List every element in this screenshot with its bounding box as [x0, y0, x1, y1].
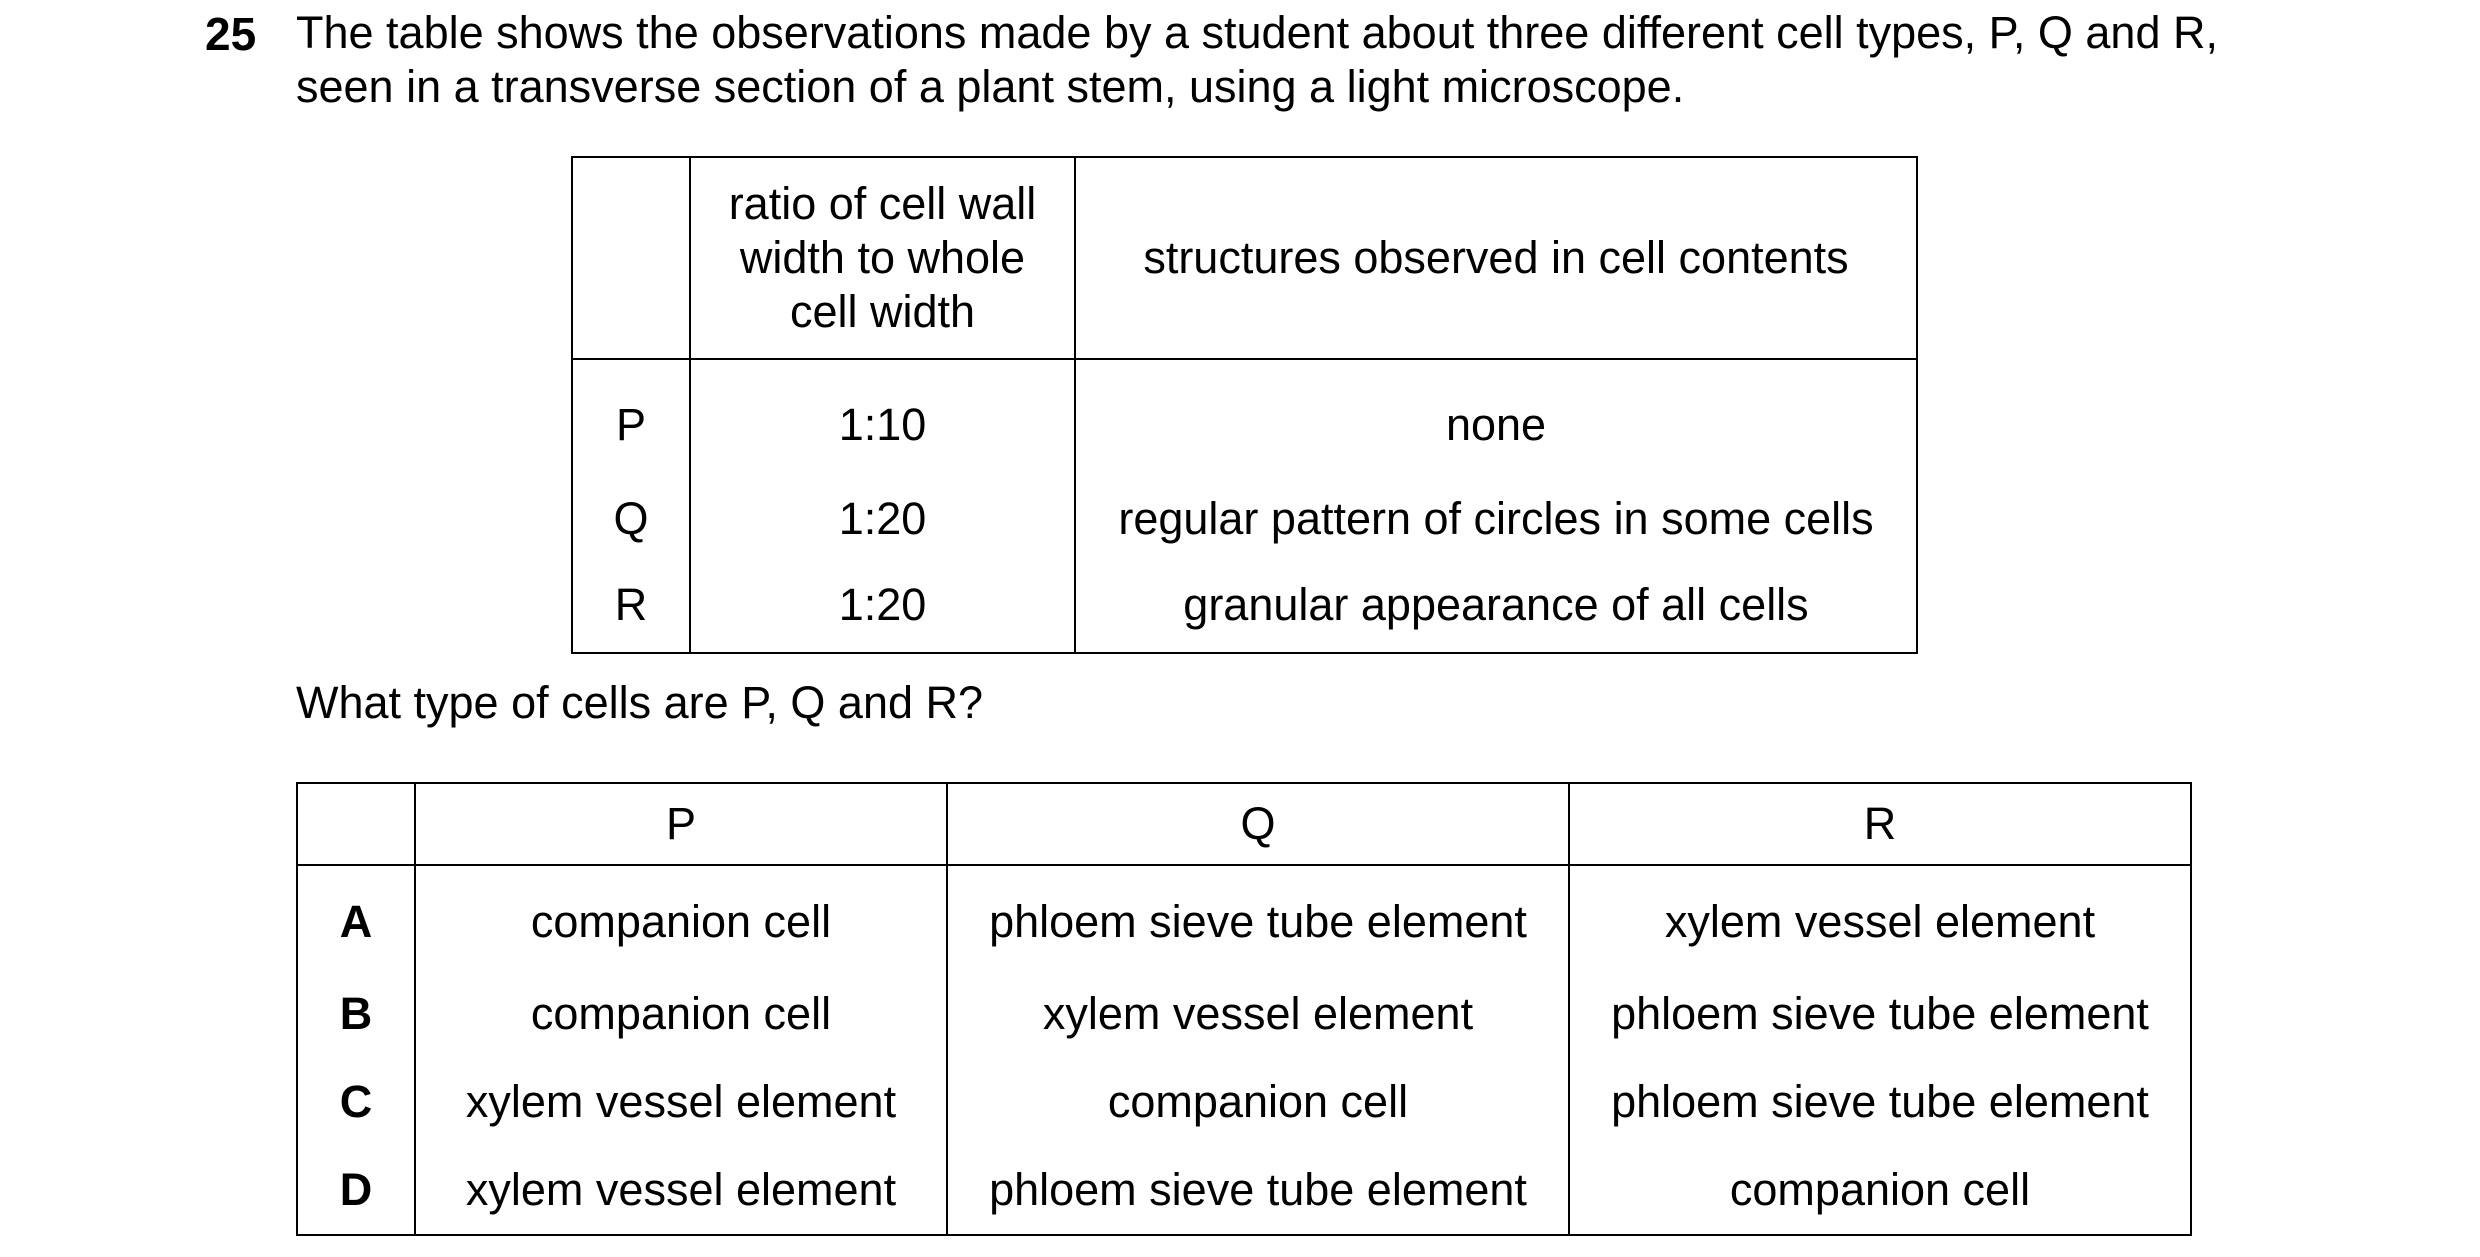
observations-header-row: [572, 157, 1917, 359]
option-key[interactable]: D: [297, 1146, 415, 1235]
observations-header-structures: structures observed in cell contents: [1075, 157, 1917, 359]
ratio-value: 1:20: [690, 562, 1075, 653]
cell-type-label: P: [572, 359, 690, 476]
option-q-cell: xylem vessel element: [947, 970, 1569, 1058]
options-header-blank: [297, 783, 415, 865]
observations-table: [571, 156, 1918, 654]
option-row-b[interactable]: [297, 970, 2191, 1058]
option-p-cell: companion cell: [415, 865, 947, 970]
structures-value: none: [1445, 399, 1547, 450]
option-row-d[interactable]: [297, 1146, 2191, 1235]
observations-header-ratio: [690, 157, 1075, 359]
options-header-row: [297, 783, 2191, 865]
option-p-cell: companion cell: [415, 970, 947, 1058]
option-p-cell: xylem vessel element: [415, 1146, 947, 1235]
option-q-cell: companion cell: [947, 1058, 1569, 1146]
question-prompt: What type of cells are P, Q and R?: [296, 677, 984, 728]
cell-type-label: Q: [572, 476, 690, 562]
option-row-c[interactable]: [297, 1058, 2191, 1146]
options-header-p: P: [415, 783, 947, 865]
ratio-header-line-1: ratio of cell wall: [728, 178, 1037, 229]
ratio-value: 1:20: [690, 476, 1075, 562]
question-text-line-2: seen in a transverse section of a plant stem, using a light microscope.: [296, 61, 1685, 112]
options-header-r: R: [1569, 783, 2191, 865]
observations-row-q: [572, 476, 1917, 562]
structures-value: regular pattern of circles in some cells: [1118, 493, 1874, 544]
option-r-cell: phloem sieve tube element: [1611, 1076, 2149, 1127]
structures-value: granular appearance of all cells: [1183, 579, 1809, 630]
option-q-cell: phloem sieve tube element: [947, 865, 1569, 970]
question-text-line-1: The table shows the observations made by a student about three different cell types, P, Q and R,: [296, 7, 2218, 58]
option-r-cell: companion cell: [1729, 1164, 2031, 1215]
option-q-cell: phloem sieve tube element: [947, 1146, 1569, 1235]
options-header-q: Q: [947, 783, 1569, 865]
option-r-cell: xylem vessel element: [1664, 896, 2096, 947]
observations-row-r: [572, 562, 1917, 653]
ratio-value: 1:10: [690, 359, 1075, 476]
answer-options-table: [296, 782, 2192, 1236]
cell-type-label: R: [572, 562, 690, 653]
option-row-a[interactable]: [297, 865, 2191, 970]
option-p-cell: xylem vessel element: [415, 1058, 947, 1146]
option-key[interactable]: C: [297, 1058, 415, 1146]
ratio-header-line-2: width to whole: [739, 232, 1026, 283]
option-key[interactable]: A: [297, 865, 415, 970]
observations-row-p: [572, 359, 1917, 476]
question-text: [296, 6, 2396, 114]
option-r-cell: phloem sieve tube element: [1611, 988, 2149, 1039]
observations-header-cell-blank: [572, 157, 690, 359]
ratio-header-line-3: cell width: [789, 286, 976, 337]
question-number: 25: [205, 8, 257, 60]
option-key[interactable]: B: [297, 970, 415, 1058]
